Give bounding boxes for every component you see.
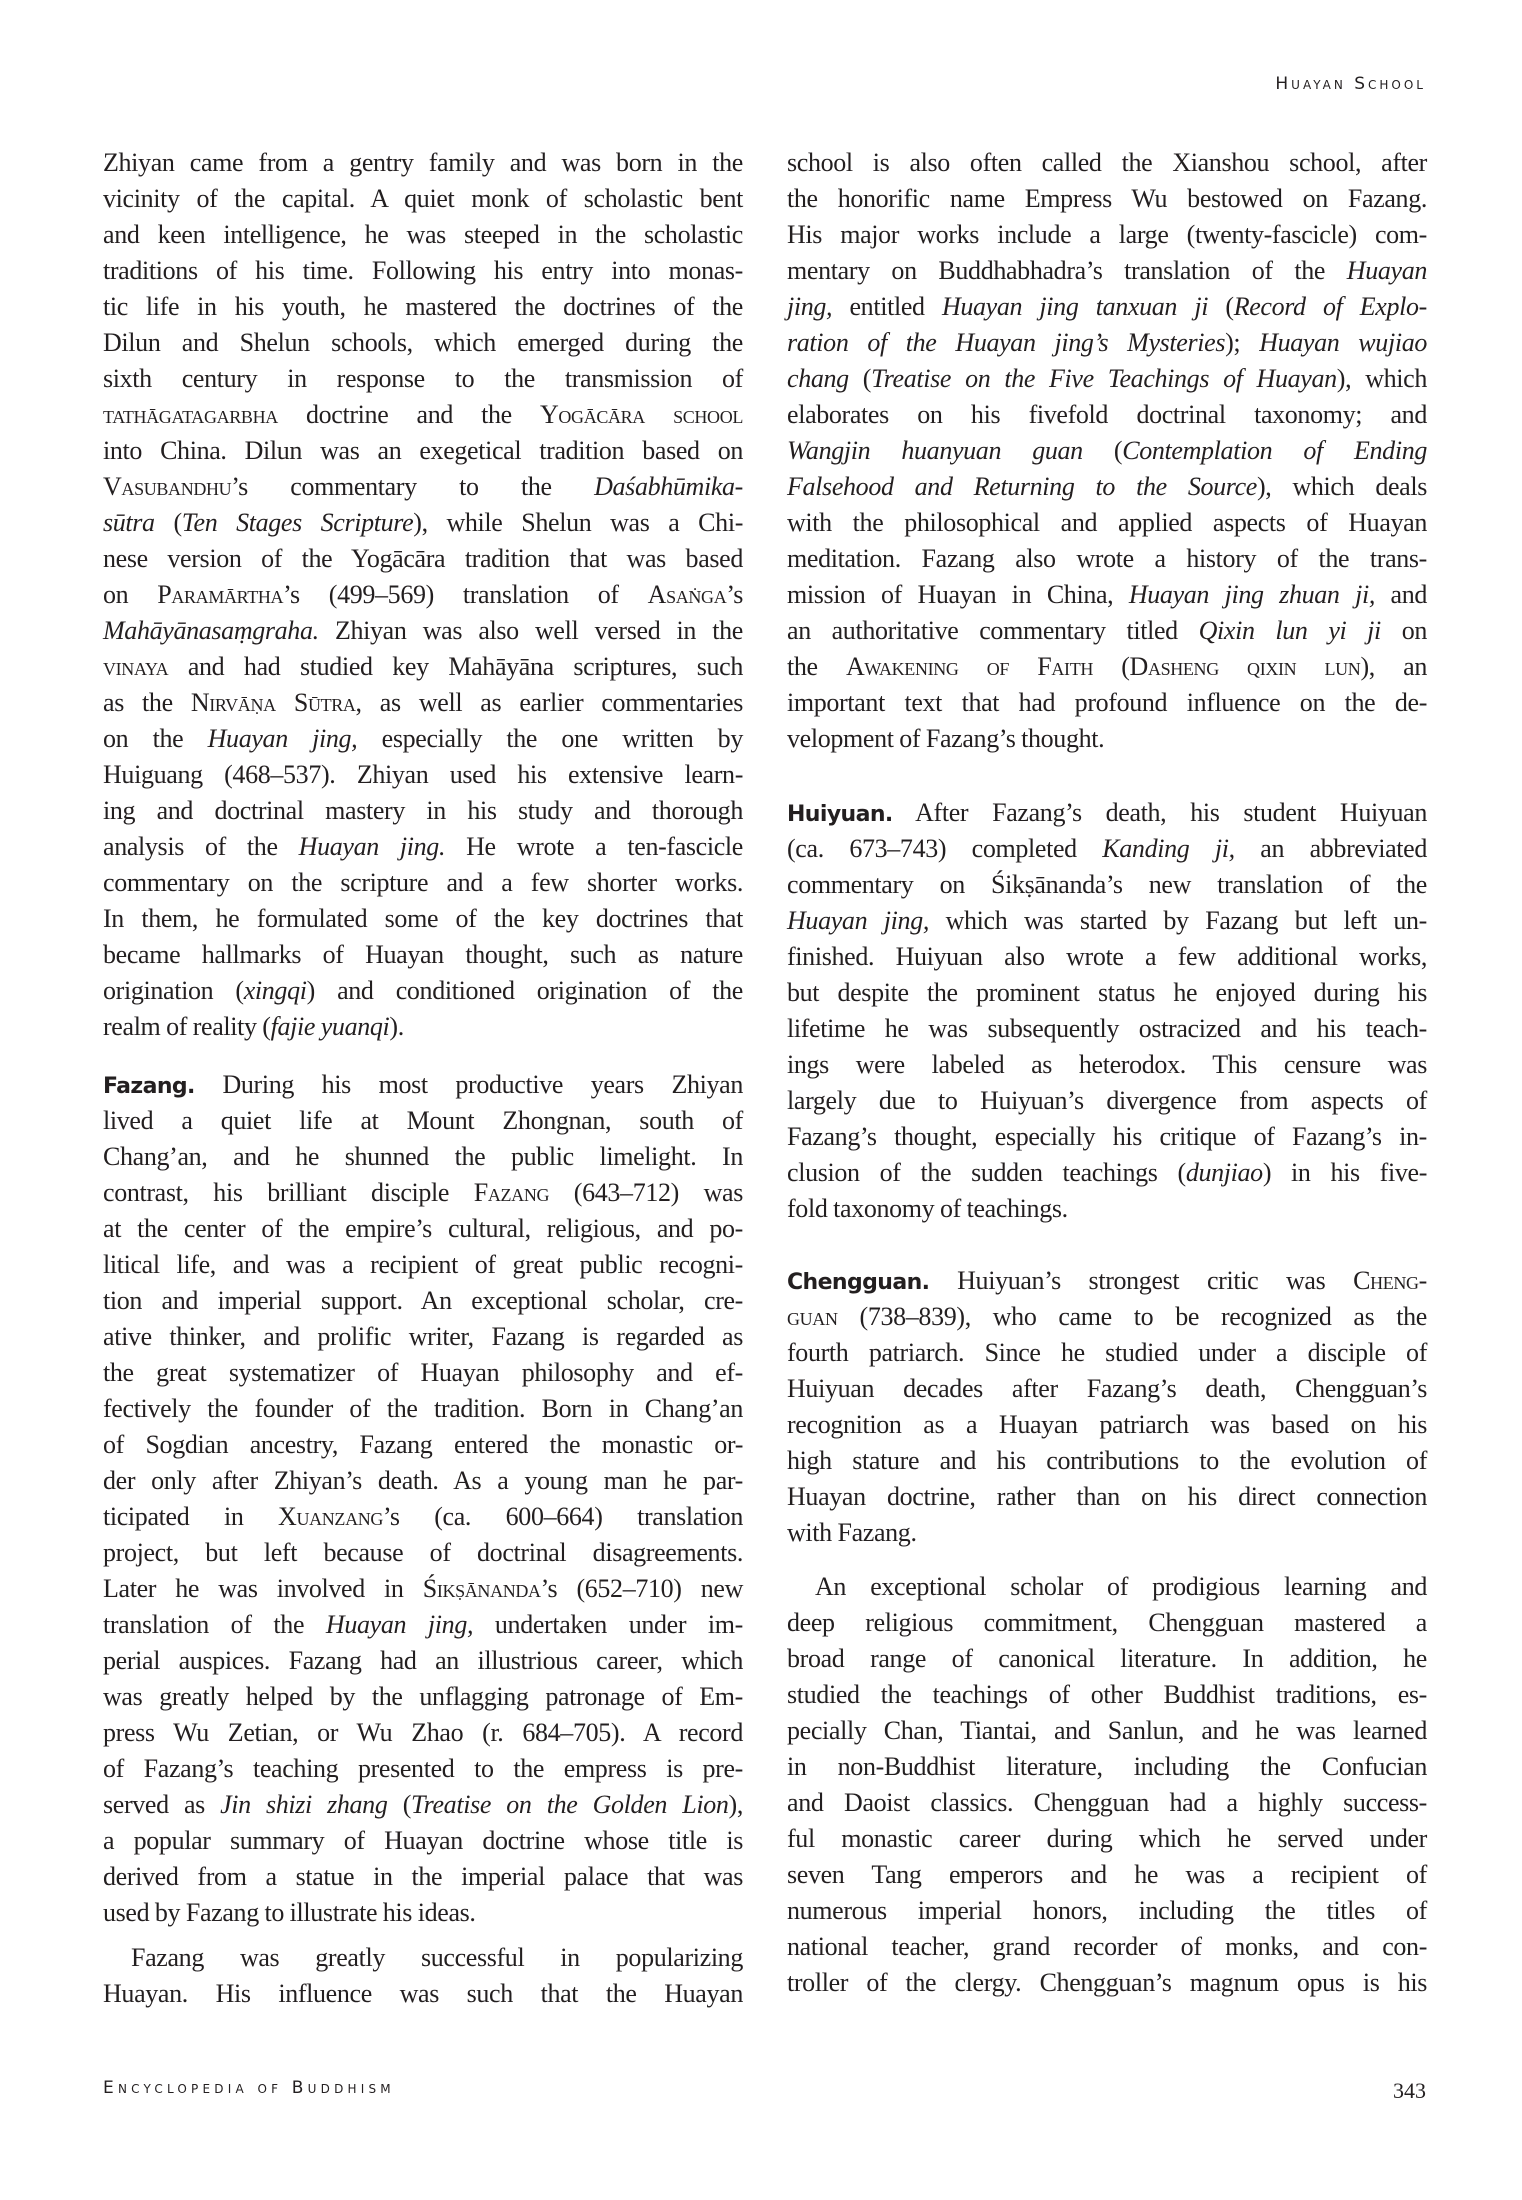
text-line (103, 1823, 743, 1859)
text-line (787, 217, 1427, 253)
page-number: 343 (1393, 2078, 1426, 2103)
text-line (787, 1083, 1427, 1119)
text-run: ) and conditioned origination of the (306, 976, 743, 1005)
text-line (103, 181, 743, 217)
text-run: analysis of the (103, 832, 299, 861)
text-run: entitled (832, 292, 942, 321)
text-run: the (787, 652, 846, 681)
italic-term: sūtra (103, 508, 155, 537)
cross-reference: Xuanzang (278, 1502, 384, 1531)
text-run: litical life, and was a recipient of great public recogni- (103, 1250, 743, 1279)
cross-reference: Fazang (473, 1178, 550, 1207)
italic-term: xingqi (243, 976, 307, 1005)
section-heading: Chengguan. (787, 1270, 930, 1295)
text-run: ( (387, 1790, 411, 1819)
text-line (787, 903, 1427, 939)
text-run: ), which deals (1256, 472, 1427, 501)
text-run: ’s commentary to the (231, 472, 595, 501)
text-run: In them, he formulated some of the key doctrines that (103, 904, 743, 933)
text-run: ), which (1336, 364, 1427, 393)
italic-term: Kanding ji, (1102, 834, 1235, 863)
text-run: an authoritative commentary titled (787, 616, 1199, 645)
text-line (103, 289, 743, 325)
text-run: of Sogdian ancestry, Fazang entered the monastic or- (103, 1430, 743, 1459)
text-line (103, 1067, 743, 1103)
text-line (787, 253, 1427, 289)
text-line (103, 1463, 743, 1499)
text-run: served as (103, 1790, 221, 1819)
text-line (103, 937, 743, 973)
italic-term: Mahāyānasaṃgraha. (103, 616, 319, 645)
text-run: After Fazang’s death, his student Huiyuan (892, 798, 1427, 827)
text-run: Huiyuan decades after Fazang’s death, Chengguan’s (787, 1374, 1427, 1403)
text-run: Huiyuan’s strongest critic was (929, 1266, 1354, 1295)
text-line (787, 541, 1427, 577)
cross-reference: Śikṣānanda (422, 1574, 541, 1603)
text-run: ). (389, 1012, 404, 1041)
text-line (787, 1821, 1427, 1857)
section-heading: Fazang. (103, 1074, 195, 1099)
text-run: meditation. Fazang also wrote a history of the trans- (787, 544, 1427, 573)
text-line (787, 1677, 1427, 1713)
cross-reference: Dasheng qixin lun (1129, 652, 1361, 681)
text-line (787, 1569, 1427, 1605)
text-line (787, 685, 1427, 721)
text-line (103, 1355, 743, 1391)
text-line (103, 1211, 743, 1247)
section-heading: Huiyuan. (787, 802, 893, 827)
text-run: which was started by Fazang but left un- (929, 906, 1427, 935)
text-line (103, 1391, 743, 1427)
text-run: ing and doctrinal mastery in his study and thorough (103, 796, 743, 825)
text-run: Huayan. His influence was such that the Huayan (103, 1979, 743, 2008)
text-line (103, 685, 743, 721)
text-line (787, 1857, 1427, 1893)
text-line (787, 1479, 1427, 1515)
text-line (103, 1895, 743, 1931)
text-run: numerous imperial honors, including the titles of (787, 1896, 1427, 1925)
text-run: tion and imperial support. An exceptional scholar, cre- (103, 1286, 743, 1315)
text-run: ’s (ca. 600–664) translation (383, 1502, 743, 1531)
text-run: Chang’an, and he shunned the public limelight. In (103, 1142, 743, 1171)
italic-term: Huayan wujiao (1259, 328, 1427, 357)
text-run: national teacher, grand recorder of monks, and con- (787, 1932, 1427, 1961)
text-line (787, 613, 1427, 649)
text-run: mission of Huayan in China, (787, 580, 1129, 609)
text-run: commentary on the scripture and a few shorter works. (103, 868, 743, 897)
text-line (103, 757, 743, 793)
text-run: recognition as a Huayan patriarch was based on his (787, 1410, 1427, 1439)
text-run: (738–839), who came to be recognized as the (837, 1302, 1427, 1331)
text-run: translation of the (103, 1610, 326, 1639)
text-line (103, 1499, 743, 1535)
text-line (787, 939, 1427, 975)
text-run: Zhiyan was also well versed in the (318, 616, 743, 645)
italic-term: Huayan jing, (325, 1610, 474, 1639)
text-run: of Fazang’s teaching presented to the empress is pre- (103, 1754, 743, 1783)
text-line (787, 831, 1427, 867)
text-run: studied the teachings of other Buddhist traditions, es- (787, 1680, 1427, 1709)
text-line (787, 1155, 1427, 1191)
italic-term: Huayan jing zhuan ji, (1128, 580, 1375, 609)
text-run: derived from a statue in the imperial palace that was (103, 1862, 743, 1891)
text-run: contrast, his brilliant disciple (103, 1178, 474, 1207)
italic-term: fajie yuanqi (270, 1012, 390, 1041)
text-run: Dilun and Shelun schools, which emerged during the (103, 328, 743, 357)
cross-reference: Nirvāṇa Sūtra (190, 688, 356, 717)
text-run: doctrine and the (277, 400, 540, 429)
text-run: ( (1092, 652, 1130, 681)
text-run: project, but left because of doctrinal disagreements. (103, 1538, 743, 1567)
text-line (787, 361, 1427, 397)
text-run: ( (154, 508, 182, 537)
text-line (103, 1787, 743, 1823)
text-run: sixth century in response to the transmission of (103, 364, 743, 393)
text-run: press Wu Zetian, or Wu Zhao (r. 684–705). A record (103, 1718, 743, 1747)
text-line (787, 1443, 1427, 1479)
text-run: seven Tang emperors and he was a recipient of (787, 1860, 1427, 1889)
text-run: Later he was involved in (103, 1574, 423, 1603)
left-column (103, 145, 743, 2012)
text-run: perial auspices. Fazang had an illustrious career, which (103, 1646, 743, 1675)
text-line (787, 145, 1427, 181)
text-line (787, 1371, 1427, 1407)
italic-term: Huayan jing, (787, 906, 929, 935)
italic-term: Huayan jing, (207, 724, 358, 753)
text-run: mentary on Buddhabhadra’s translation of the (787, 256, 1347, 285)
text-line (103, 613, 743, 649)
text-run: Fazang was greatly successful in popularizing (131, 1943, 743, 1972)
text-run: deep religious commitment, Chengguan mastered a (787, 1608, 1427, 1637)
italic-term: Huayan (1346, 256, 1427, 285)
text-line (103, 793, 743, 829)
italic-term: Qixin lun yi ji (1198, 616, 1381, 645)
text-line (787, 867, 1427, 903)
text-line (103, 1571, 743, 1607)
text-line (787, 1785, 1427, 1821)
text-run: ( (1082, 436, 1123, 465)
text-run: His major works include a large (twenty-fascicle) com- (787, 220, 1427, 249)
text-run: the great systematizer of Huayan philosophy and ef- (103, 1358, 743, 1387)
text-run: used by Fazang to illustrate his ideas. (103, 1898, 476, 1927)
cross-reference: Awakening of Faith (845, 652, 1093, 681)
text-run: high stature and his contributions to the evolution of (787, 1446, 1427, 1475)
text-line (103, 973, 743, 1009)
text-run: troller of the clergy. Chengguan’s magnum opus is his (787, 1968, 1427, 1997)
text-run: school is also often called the Xianshou school, after (787, 148, 1427, 177)
text-line (787, 795, 1427, 831)
text-line (103, 721, 743, 757)
text-run: especially the one written by (357, 724, 743, 753)
text-line (103, 541, 743, 577)
cross-reference: vinaya (103, 652, 169, 681)
italic-term: Daśabhūmika- (594, 472, 743, 501)
running-head: Huayan School (1275, 74, 1426, 94)
text-line (787, 649, 1427, 685)
cross-reference: tathāgatagarbha (103, 400, 278, 429)
text-line (787, 1713, 1427, 1749)
text-line (787, 721, 1427, 757)
cross-reference: Vasubandhu (103, 472, 232, 501)
text-line (103, 1103, 743, 1139)
italic-term: dunjiao (1185, 1158, 1263, 1187)
text-run: into China. Dilun was an exegetical tradition based on (103, 436, 743, 465)
text-run: commentary on Śikṣānanda’s new translation of the (787, 870, 1427, 899)
text-line (787, 1047, 1427, 1083)
text-run: fectively the founder of the tradition. Born in Chang’an (103, 1394, 743, 1423)
text-line (103, 145, 743, 181)
text-run: realm of reality ( (103, 1012, 271, 1041)
text-run: vicinity of the capital. A quiet monk of scholastic bent (103, 184, 743, 213)
text-line (787, 1407, 1427, 1443)
text-run: at the center of the empire’s cultural, religious, and po- (103, 1214, 743, 1243)
text-run: (ca. 673–743) completed (787, 834, 1103, 863)
text-line (787, 1011, 1427, 1047)
text-run: ative thinker, and prolific writer, Fazang is regarded as (103, 1322, 743, 1351)
text-run: undertaken under im- (473, 1610, 743, 1639)
text-line (787, 1299, 1427, 1335)
text-run: on (1380, 616, 1428, 645)
text-run: ings were labeled as heterodox. This censure was (787, 1050, 1427, 1079)
text-run: traditions of his time. Following his entry into monas- (103, 256, 743, 285)
text-run: and (1374, 580, 1428, 609)
cross-reference: Cheng- (1353, 1266, 1427, 1295)
text-line (787, 1929, 1427, 1965)
text-run: with Fazang. (787, 1518, 917, 1547)
italic-term: Jin shizi zhang (220, 1790, 388, 1819)
text-run: , as well as earlier commentaries (355, 688, 743, 717)
text-run: ); (1225, 328, 1260, 357)
text-run: During his most productive years Zhiyan (194, 1070, 743, 1099)
text-run: Fazang’s thought, especially his critique of Fazang’s in- (787, 1122, 1427, 1151)
text-line (103, 1175, 743, 1211)
italic-term: Huayan jing tanxuan ji (941, 292, 1209, 321)
italic-term: Contemplation of Ending (1122, 436, 1427, 465)
text-run: elaborates on his fivefold doctrinal taxonomy; and (787, 400, 1427, 429)
text-line (103, 901, 743, 937)
text-line (103, 1427, 743, 1463)
text-line (787, 469, 1427, 505)
text-line (787, 289, 1427, 325)
text-line (103, 1940, 743, 1976)
text-run: ), an (1360, 652, 1427, 681)
text-line (103, 505, 743, 541)
text-run: Zhiyan came from a gentry family and was born in the (103, 148, 743, 177)
text-line (103, 577, 743, 613)
text-line (103, 397, 743, 433)
footer-book-title: Encyclopedia of Buddhism (103, 2078, 395, 2098)
text-run: ( (848, 364, 872, 393)
text-line (787, 505, 1427, 541)
text-line (103, 433, 743, 469)
text-run: with the philosophical and applied aspects of Huayan (787, 508, 1427, 537)
text-run: (643–712) was (549, 1178, 743, 1207)
text-run: finished. Huiyuan also wrote a few additional works, (787, 942, 1427, 971)
text-run: lived a quiet life at Mount Zhongnan, south of (103, 1106, 743, 1135)
text-run: was greatly helped by the unflagging patronage of Em- (103, 1682, 743, 1711)
text-line (103, 829, 743, 865)
italic-term: Falsehood and Returning to the Source (787, 472, 1257, 501)
text-line (787, 1965, 1427, 2001)
text-run: the honorific name Empress Wu bestowed on Fazang. (787, 184, 1427, 213)
text-run: fold taxonomy of teachings. (787, 1194, 1068, 1223)
text-run: on (103, 580, 158, 609)
text-line (103, 253, 743, 289)
text-line (787, 1749, 1427, 1785)
text-line (103, 469, 743, 505)
text-line (787, 1641, 1427, 1677)
text-run: as the (103, 688, 191, 717)
text-line (103, 649, 743, 685)
cross-reference: guan (787, 1302, 838, 1331)
text-run: an abbreviated (1234, 834, 1427, 863)
right-column (787, 145, 1427, 2001)
text-run: ( (1208, 292, 1234, 321)
text-line (103, 1535, 743, 1571)
text-run: largely due to Huiyuan’s divergence from aspects of (787, 1086, 1427, 1115)
cross-reference: Paramārtha (157, 580, 284, 609)
italic-term: Wangjin huanyuan guan (787, 436, 1083, 465)
text-run: became hallmarks of Huayan thought, such as nature (103, 940, 743, 969)
text-line (787, 181, 1427, 217)
text-line (103, 325, 743, 361)
italic-term: Treatise on the Five Teachings of Huayan (871, 364, 1337, 393)
italic-term: chang (787, 364, 849, 393)
text-run: ’s (499–569) translation of (283, 580, 648, 609)
text-line (103, 1283, 743, 1319)
text-line (787, 1191, 1427, 1227)
text-line (103, 1751, 743, 1787)
text-run: ticipated in (103, 1502, 279, 1531)
text-run: ), while Shelun was a Chi- (413, 508, 744, 537)
text-run: He wrote a ten-fascicle (445, 832, 743, 861)
text-line (103, 1607, 743, 1643)
text-run: ), (728, 1790, 743, 1819)
text-line (103, 1319, 743, 1355)
text-line (787, 1893, 1427, 1929)
text-line (103, 865, 743, 901)
text-run: origination ( (103, 976, 244, 1005)
text-run: pecially Chan, Tiantai, and Sanlun, and he was learned (787, 1716, 1427, 1745)
cross-reference: Yogācāra school (539, 400, 743, 429)
text-run: and keen intelligence, he was steeped in the scholastic (103, 220, 743, 249)
text-line (787, 975, 1427, 1011)
italic-term: jing, (787, 292, 833, 321)
text-line (787, 325, 1427, 361)
text-line (787, 397, 1427, 433)
italic-term: Treatise on the Golden Lion (411, 1790, 729, 1819)
text-run: ’s (652–710) new (540, 1574, 744, 1603)
italic-term: Ten Stages Scripture (181, 508, 414, 537)
text-run: and Daoist classics. Chengguan had a highly success- (787, 1788, 1427, 1817)
text-line (787, 577, 1427, 613)
italic-term: Huayan jing. (298, 832, 446, 861)
text-line (103, 1679, 743, 1715)
italic-term: Record of Explo- (1233, 292, 1427, 321)
text-run: a popular summary of Huayan doctrine whose title is (103, 1826, 743, 1855)
text-run: Huiguang (468–537). Zhiyan used his extensive learn- (103, 760, 743, 789)
text-run: important text that had profound influence on the de- (787, 688, 1427, 717)
text-line (787, 1335, 1427, 1371)
text-line (103, 1715, 743, 1751)
text-run: velopment of Fazang’s thought. (787, 724, 1105, 753)
text-run: ’s (726, 580, 743, 609)
text-run: ) in his five- (1262, 1158, 1428, 1187)
text-line (787, 1515, 1427, 1551)
text-run: clusion of the sudden teachings ( (787, 1158, 1186, 1187)
text-line (787, 1605, 1427, 1641)
text-run: and had studied key Mahāyāna scriptures, such (168, 652, 743, 681)
text-line (103, 1139, 743, 1175)
text-run: lifetime he was subsequently ostracized and his teach- (787, 1014, 1427, 1043)
cross-reference: Asaṅga (647, 580, 727, 609)
text-line (787, 433, 1427, 469)
text-line (103, 361, 743, 397)
text-run: nese version of the Yogācāra tradition that was based (103, 544, 743, 573)
text-run: ful monastic career during which he served under (787, 1824, 1427, 1853)
text-line (103, 1859, 743, 1895)
text-run: An exceptional scholar of prodigious learning and (815, 1572, 1427, 1601)
text-line (787, 1119, 1427, 1155)
italic-term: ration of the Huayan jing’s Mysteries (787, 328, 1226, 357)
text-line (103, 1976, 743, 2012)
text-run: broad range of canonical literature. In addition, he (787, 1644, 1427, 1673)
text-run: Huayan doctrine, rather than on his direct connection (787, 1482, 1427, 1511)
text-run: but despite the prominent status he enjoyed during his (787, 978, 1427, 1007)
text-run: on the (103, 724, 208, 753)
text-line (103, 217, 743, 253)
text-run: fourth patriarch. Since he studied under a disciple of (787, 1338, 1427, 1367)
text-run: tic life in his youth, he mastered the doctrines of the (103, 292, 743, 321)
text-line (103, 1643, 743, 1679)
text-run: der only after Zhiyan’s death. As a young man he par- (103, 1466, 743, 1495)
text-line (103, 1247, 743, 1283)
text-run: in non-Buddhist literature, including the Confucian (787, 1752, 1427, 1781)
text-line (787, 1263, 1427, 1299)
text-line (103, 1009, 743, 1045)
